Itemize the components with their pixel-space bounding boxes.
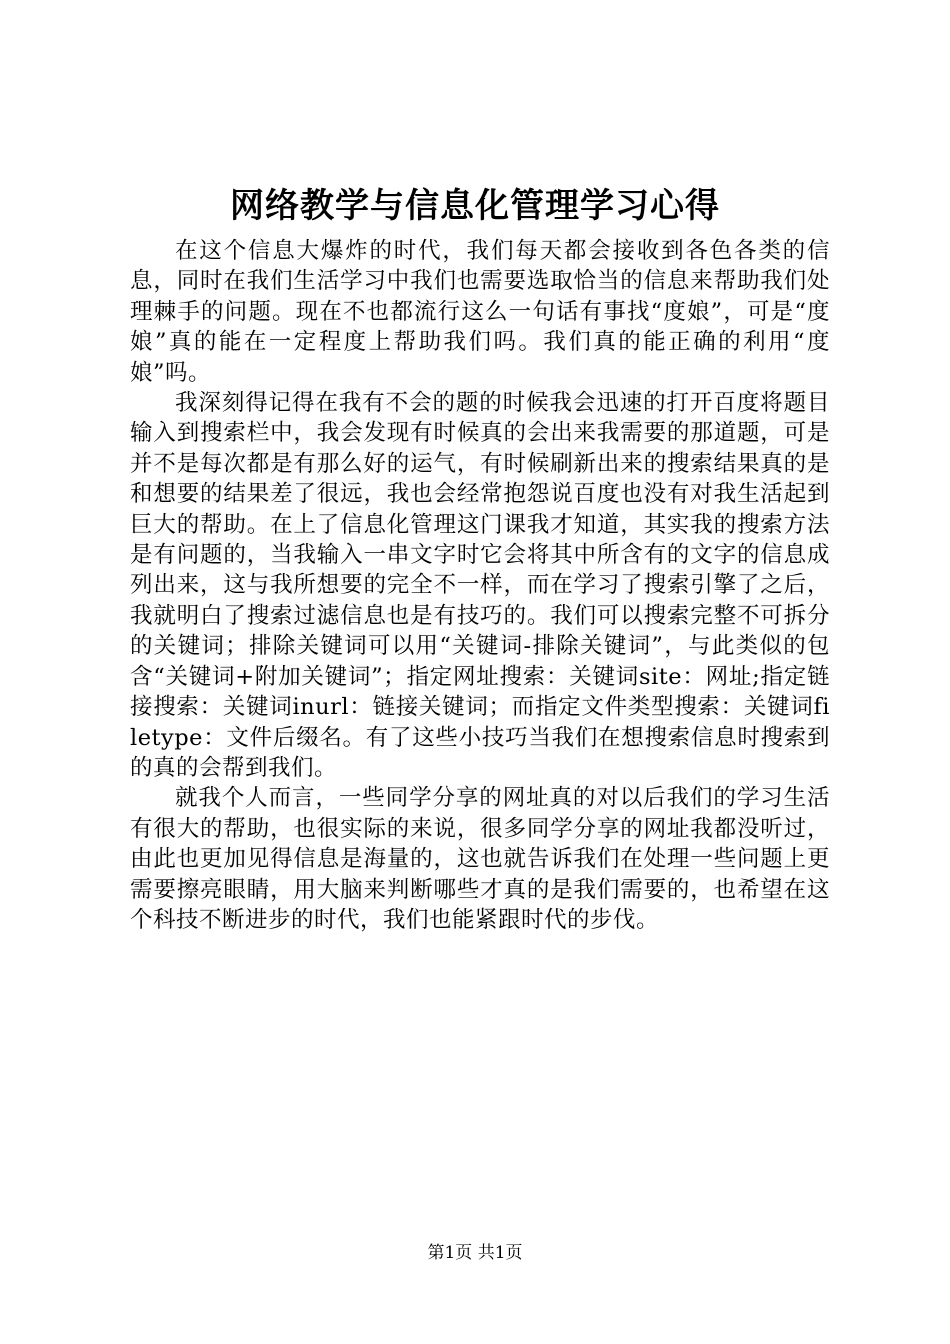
paragraph-3: 就我个人而言，一些同学分享的网址真的对以后我们的学习生活有很大的帮助，也很实际的来说，很多同学分享的网址我都没听过，由此也更加见得信息是海量的，这也就告诉我们在处理一些问题上更需要擦亮眼睛，用大脑来判断哪些才真的是我们需要的，也希望在这个科技不断进步的时代，我们也能紧跟时代的步伐。 — [130, 785, 830, 933]
paragraph-1: 在这个信息大爆炸的时代，我们每天都会接收到各色各类的信息，同时在我们生活学习中我们也需要选取恰当的信息来帮助我们处理棘手的问题。现在不也都流行这么一句话有事找“度娘”，可是“度娘”真的能在一定程度上帮助我们吗。我们真的能正确的利用“度娘”吗。 — [130, 238, 830, 386]
document-body — [130, 236, 830, 935]
document-title: 网络教学与信息化管理学习心得 — [230, 186, 720, 226]
paragraph-2: 我深刻得记得在我有不会的题的时候我会迅速的打开百度将题目输入到搜索栏中，我会发现有时候真的会出来我需要的那道题，可是并不是每次都是有那么好的运气，有时候刷新出来的搜索结果真的是和想要的结果差了很远，我也会经常抱怨说百度也没有对我生活起到巨大的帮助。在上了信息化管理这门课我才知道，其实我的搜索方法是有问题的，当我输入一串文字时它会将其中所含有的文字的信息成列出来，这与我所想要的完全不一样，而在学习了搜索引擎了之后，我就明白了搜索过滤信息也是有技巧的。我们可以搜索完整不可拆分的关键词；排除关键词可以用“关键词-排除关键词”，与此类似的包含“关键词+附加关键词”；指定网址搜索：关键词site：网址;指定链接搜索：关键词inurl：链接关键词；而指定文件类型搜索：关键词filetype：文件后缀名。有了这些小技巧当我们在想搜索信息时搜索到的真的会帮到我们。 — [130, 390, 830, 781]
page-footer: 第1页 共1页 — [427, 1243, 523, 1263]
